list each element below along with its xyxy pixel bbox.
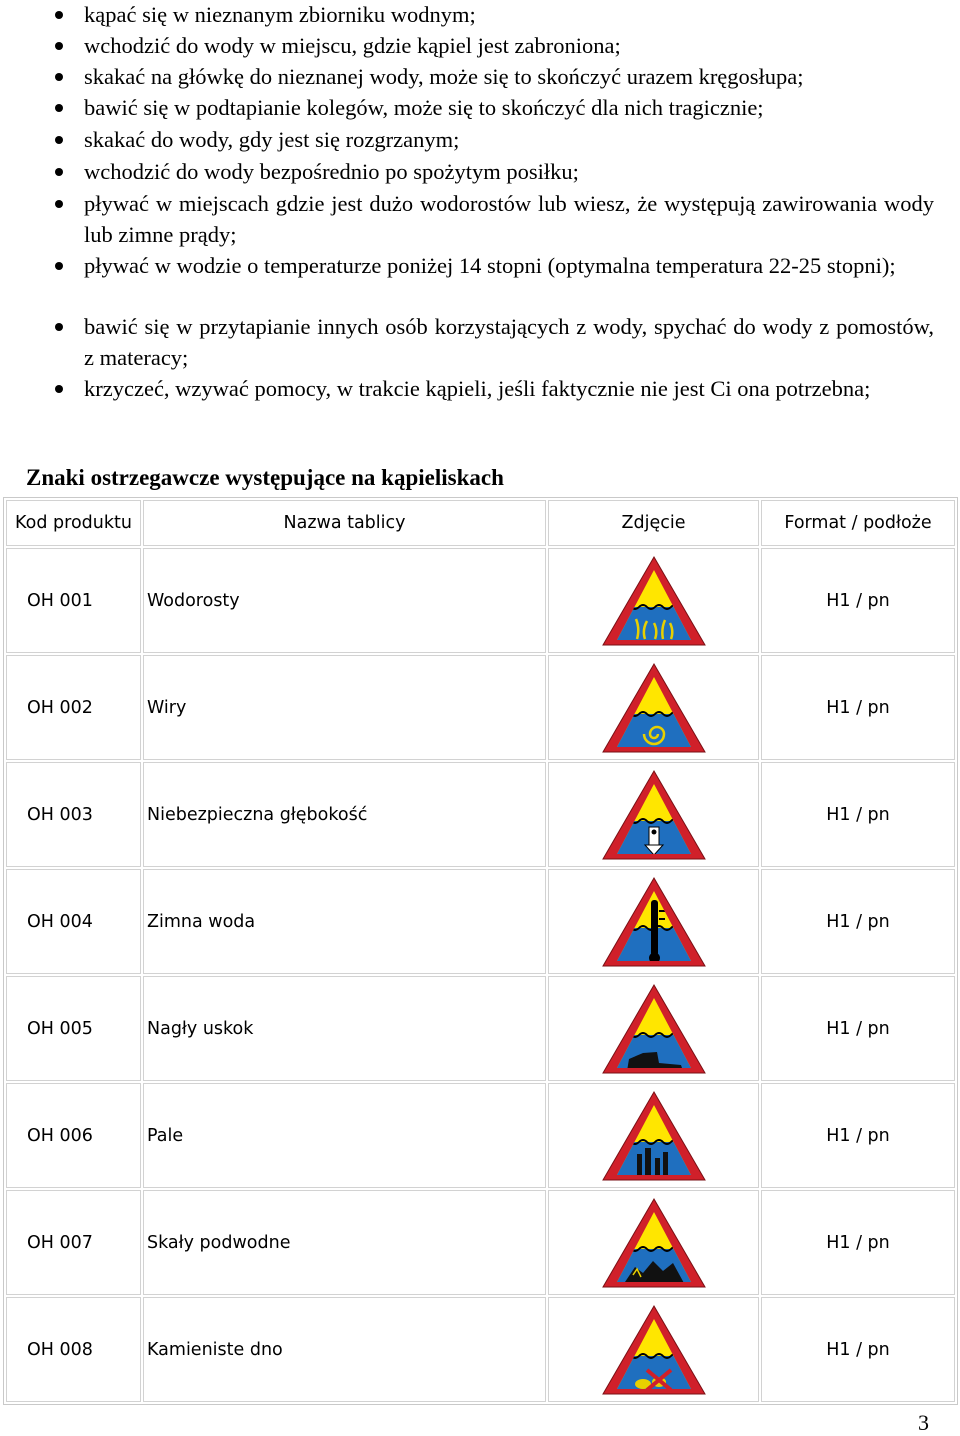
dangerous-depth-sign-icon — [599, 769, 709, 861]
bullet-item: kąpać się w nieznanym zbiorniku wodnym; — [84, 0, 934, 30]
product-code: OH 002 — [6, 655, 141, 760]
sign-name: Wodorosty — [143, 548, 546, 653]
product-code: OH 006 — [6, 1083, 141, 1188]
bullet-item: pływać w miejscach gdzie jest dużo wodorostów lub wiesz, że występują zawirowania wody lub zimne prądy; — [84, 188, 934, 250]
table-row — [6, 976, 955, 1081]
bullet-item: skakać na główkę do nieznanej wody, może się to skończyć urazem kręgosłupa; — [84, 61, 934, 92]
table-header-row — [6, 500, 955, 546]
format-value: H1 / pn — [761, 1083, 955, 1188]
bullet-item: bawić się w przytapianie innych osób korzystających z wody, spychać do wody z pomostów, z materacy; — [84, 311, 934, 373]
product-code: OH 004 — [6, 869, 141, 974]
format-value: H1 / pn — [761, 976, 955, 1081]
format-value: H1 / pn — [761, 762, 955, 867]
table-row — [6, 655, 955, 760]
underwater-rocks-sign-icon — [599, 1197, 709, 1289]
cold-water-sign-icon — [599, 876, 709, 968]
stony-bottom-sign-icon — [599, 1304, 709, 1396]
product-code: OH 003 — [6, 762, 141, 867]
format-value: H1 / pn — [761, 1190, 955, 1295]
table-row — [6, 762, 955, 867]
bullet-item: pływać w wodzie o temperaturze poniżej 14 stopni (optymalna temperatura 22-25 stopni); — [84, 250, 934, 281]
sign-name: Skały podwodne — [143, 1190, 546, 1295]
bullet-item: wchodzić do wody w miejscu, gdzie kąpiel jest zabroniona; — [84, 30, 934, 61]
sign-name: Zimna woda — [143, 869, 546, 974]
section-heading: Znaki ostrzegawcze występujące na kąpieliskach — [26, 465, 504, 490]
header-name: Nazwa tablicy — [143, 500, 546, 546]
piles-sign-icon — [599, 1090, 709, 1182]
page-number: 3 — [918, 1410, 929, 1435]
product-code: OH 008 — [6, 1297, 141, 1402]
warning-signs-table — [3, 497, 958, 1405]
product-code: OH 005 — [6, 976, 141, 1081]
bullet-item: krzyczeć, wzywać pomocy, w trakcie kąpieli, jeśli faktycznie nie jest Ci ona potrzebna; — [84, 373, 934, 404]
format-value: H1 / pn — [761, 1297, 955, 1402]
bullet-item: wchodzić do wody bezpośrednio po spożytym posiłku; — [84, 156, 934, 187]
sign-name: Wiry — [143, 655, 546, 760]
table-row — [6, 1297, 955, 1402]
header-code: Kod produktu — [6, 500, 141, 546]
table-row — [6, 1190, 955, 1295]
sign-name: Pale — [143, 1083, 546, 1188]
header-format: Format / podłoże — [761, 500, 955, 546]
bullet-item: bawić się w podtapianie kolegów, może się to skończyć dla nich tragicznie; — [84, 92, 934, 123]
format-value: H1 / pn — [761, 655, 955, 760]
sudden-drop-sign-icon — [599, 983, 709, 1075]
product-code: OH 001 — [6, 548, 141, 653]
sign-name: Niebezpieczna głębokość — [143, 762, 546, 867]
product-code: OH 007 — [6, 1190, 141, 1295]
table-row — [6, 548, 955, 653]
seaweed-sign-icon — [599, 555, 709, 647]
table-row — [6, 1083, 955, 1188]
format-value: H1 / pn — [761, 548, 955, 653]
header-image: Zdjęcie — [548, 500, 759, 546]
format-value: H1 / pn — [761, 869, 955, 974]
table-row — [6, 869, 955, 974]
bullet-item: skakać do wody, gdy jest się rozgrzanym; — [84, 124, 934, 155]
sign-name: Kamieniste dno — [143, 1297, 546, 1402]
whirlpool-sign-icon — [599, 662, 709, 754]
sign-name: Nagły uskok — [143, 976, 546, 1081]
